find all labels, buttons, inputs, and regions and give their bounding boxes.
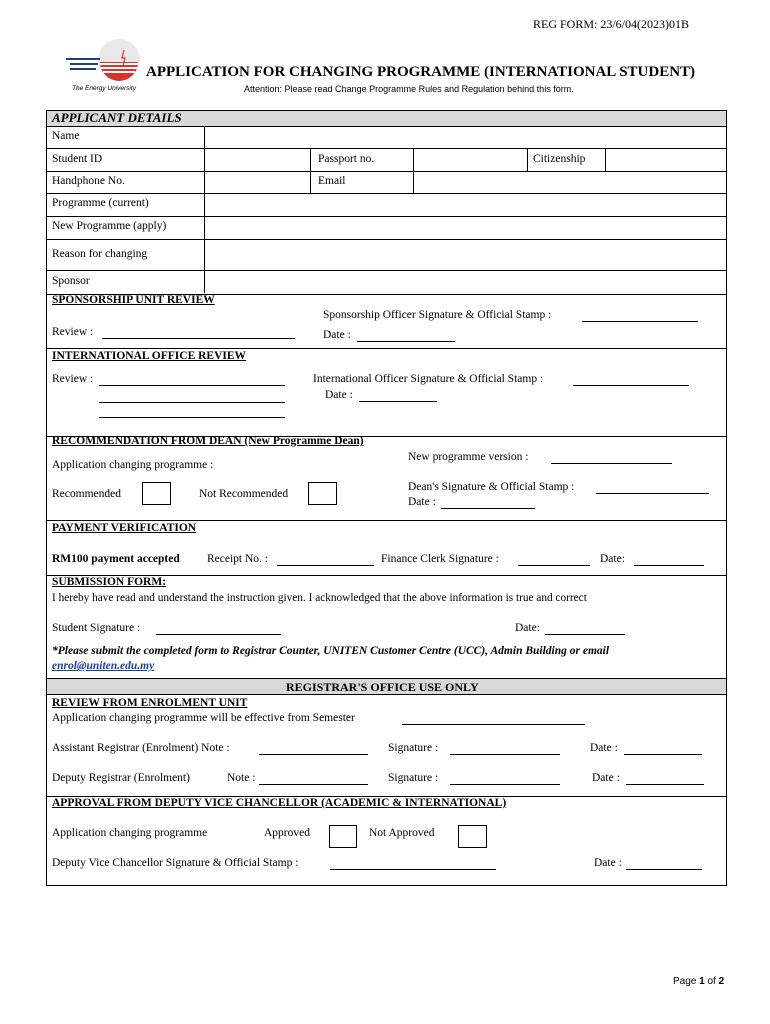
sponsor-label: Sponsor [52,275,90,287]
sponsorship-title: SPONSORSHIP UNIT REVIEW [52,294,215,306]
applicant-section-title: APPLICANT DETAILS [52,110,182,125]
dean-sig-label: Dean's Signature & Official Stamp : [408,481,575,493]
dvc-sig-line[interactable] [330,858,496,870]
international-review-line-1[interactable] [99,374,285,386]
international-review-label: Review : [52,373,94,385]
deputy-registrar-sig-line[interactable] [450,773,560,785]
international-review-line-3[interactable] [99,406,285,418]
submission-date-label: Date: [515,622,540,634]
deputy-registrar-date-line[interactable] [626,773,704,785]
asst-registrar-date-label: Date : [590,742,618,754]
new-programme-input[interactable] [205,217,724,238]
dean-section [46,435,727,521]
page-number [673,976,724,987]
submission-email-link[interactable]: enrol@uniten.edu.my [52,660,155,672]
form-title: APPLICATION FOR CHANGING PROGRAMME (INTERNATIONAL STUDENT) [146,64,696,80]
name-label: Name [52,130,80,142]
student-id-input[interactable] [205,149,309,170]
deputy-registrar-sig-label: Signature : [388,772,439,784]
receipt-line[interactable] [277,554,374,566]
passport-input[interactable] [414,149,526,170]
page-prefix: Page [673,976,697,987]
approved-label: Approved [264,827,310,839]
not-approved-label: Not Approved [369,827,435,839]
payment-accepted-label: RM100 payment accepted [52,553,180,565]
student-signature-label: Student Signature : [52,622,141,634]
dean-title: RECOMMENDATION FROM DEAN (New Programme Dean) [52,435,364,447]
reason-label: Reason for changing [52,248,148,260]
submission-note: *Please submit the completed form to Registrar Counter, UNITEN Customer Centre (UCC), Admin Building or email [52,645,610,657]
effective-semester-label: Application changing programme will be effective from Semester [52,712,355,724]
registrar-title: REGISTRAR'S OFFICE USE ONLY [286,680,479,694]
dean-sig-line[interactable] [596,482,709,494]
attention-note: Attention: Please read Change Programme Rules and Regulation behind this form. [244,84,574,94]
asst-registrar-date-line[interactable] [624,743,702,755]
email-input[interactable] [414,172,724,192]
deputy-registrar-note-label: Note : [227,772,256,784]
passport-label: Passport no. [318,153,375,165]
approved-checkbox[interactable] [329,825,357,848]
deputy-registrar-note-line[interactable] [259,773,368,785]
dvc-app-changing-label: Application changing programme [52,827,208,839]
international-review-line-2[interactable] [99,391,285,403]
not-recommended-label: Not Recommended [199,488,289,500]
sponsorship-officer-sig-label: Sponsorship Officer Signature & Official Stamp : [323,309,552,321]
sponsorship-review-line[interactable] [102,327,295,339]
international-date-label: Date : [325,389,353,401]
asst-registrar-note-label: Assistant Registrar (Enrolment) Note : [52,742,230,754]
international-title: INTERNATIONAL OFFICE REVIEW [52,350,247,362]
payment-date-line[interactable] [634,554,704,566]
sponsorship-review-label: Review : [52,326,94,338]
dean-date-line[interactable] [441,497,535,509]
sponsorship-date-line[interactable] [357,330,455,342]
recommended-checkbox[interactable] [142,482,171,505]
page-total: 2 [718,976,725,987]
deputy-registrar-date-label: Date : [592,772,620,784]
citizenship-label: Citizenship [533,153,586,165]
citizenship-input[interactable] [606,149,724,170]
not-approved-checkbox[interactable] [458,825,487,848]
name-input[interactable] [205,127,724,148]
dvc-sig-label: Deputy Vice Chancellor Signature & Official Stamp : [52,857,299,869]
dean-app-changing-label: Application changing programme : [52,459,214,471]
dean-new-version-line[interactable] [551,452,672,464]
finance-clerk-line[interactable] [518,554,590,566]
dvc-title: APPROVAL FROM DEPUTY VICE CHANCELLOR (ACADEMIC & INTERNATIONAL) [52,797,507,809]
receipt-label: Receipt No. : [207,553,268,565]
sponsor-input[interactable] [205,271,724,292]
reason-input[interactable] [205,240,724,269]
logo-tagline: The Energy University [72,85,136,92]
payment-title: PAYMENT VERIFICATION [52,522,197,534]
recommended-label: Recommended [52,488,121,500]
dvc-date-line[interactable] [626,858,702,870]
submission-date-line[interactable] [545,623,625,635]
international-date-line[interactable] [359,390,437,402]
student-signature-line[interactable] [156,623,281,635]
international-officer-sig-label: International Officer Signature & Official Stamp : [313,373,544,385]
submission-title: SUBMISSION FORM: [52,576,167,588]
submission-declaration: I hereby have read and understand the instruction given. I acknowledged that the above information is true and correct [52,592,587,604]
sponsorship-date-label: Date : [323,329,351,341]
effective-semester-line[interactable] [402,713,585,725]
new-programme-label: New Programme (apply) [52,220,167,232]
sponsorship-officer-sig-line[interactable] [582,310,698,322]
dean-new-version-label: New programme version : [408,451,529,463]
international-officer-sig-line[interactable] [573,374,689,386]
handphone-label: Handphone No. [52,175,125,187]
enrolment-review-title: REVIEW FROM ENROLMENT UNIT [52,697,248,709]
dean-date-label: Date : [408,496,436,508]
programme-current-input[interactable] [205,194,724,215]
not-recommended-checkbox[interactable] [308,482,337,505]
handphone-input[interactable] [205,172,309,192]
student-id-label: Student ID [52,153,103,165]
dvc-date-label: Date : [594,857,622,869]
asst-registrar-note-line[interactable] [259,743,368,755]
programme-current-label: Programme (current) [52,197,149,209]
finance-clerk-label: Finance Clerk Signature : [381,553,499,565]
reg-form-code: REG FORM: 23/6/04(2023)01B [533,17,690,31]
payment-date-label: Date: [600,553,625,565]
page-of: of [707,976,716,987]
email-label: Email [318,175,346,187]
deputy-registrar-label: Deputy Registrar (Enrolment) [52,772,190,784]
asst-registrar-sig-label: Signature : [388,742,439,754]
page-current: 1 [699,976,705,987]
asst-registrar-sig-line[interactable] [450,743,560,755]
